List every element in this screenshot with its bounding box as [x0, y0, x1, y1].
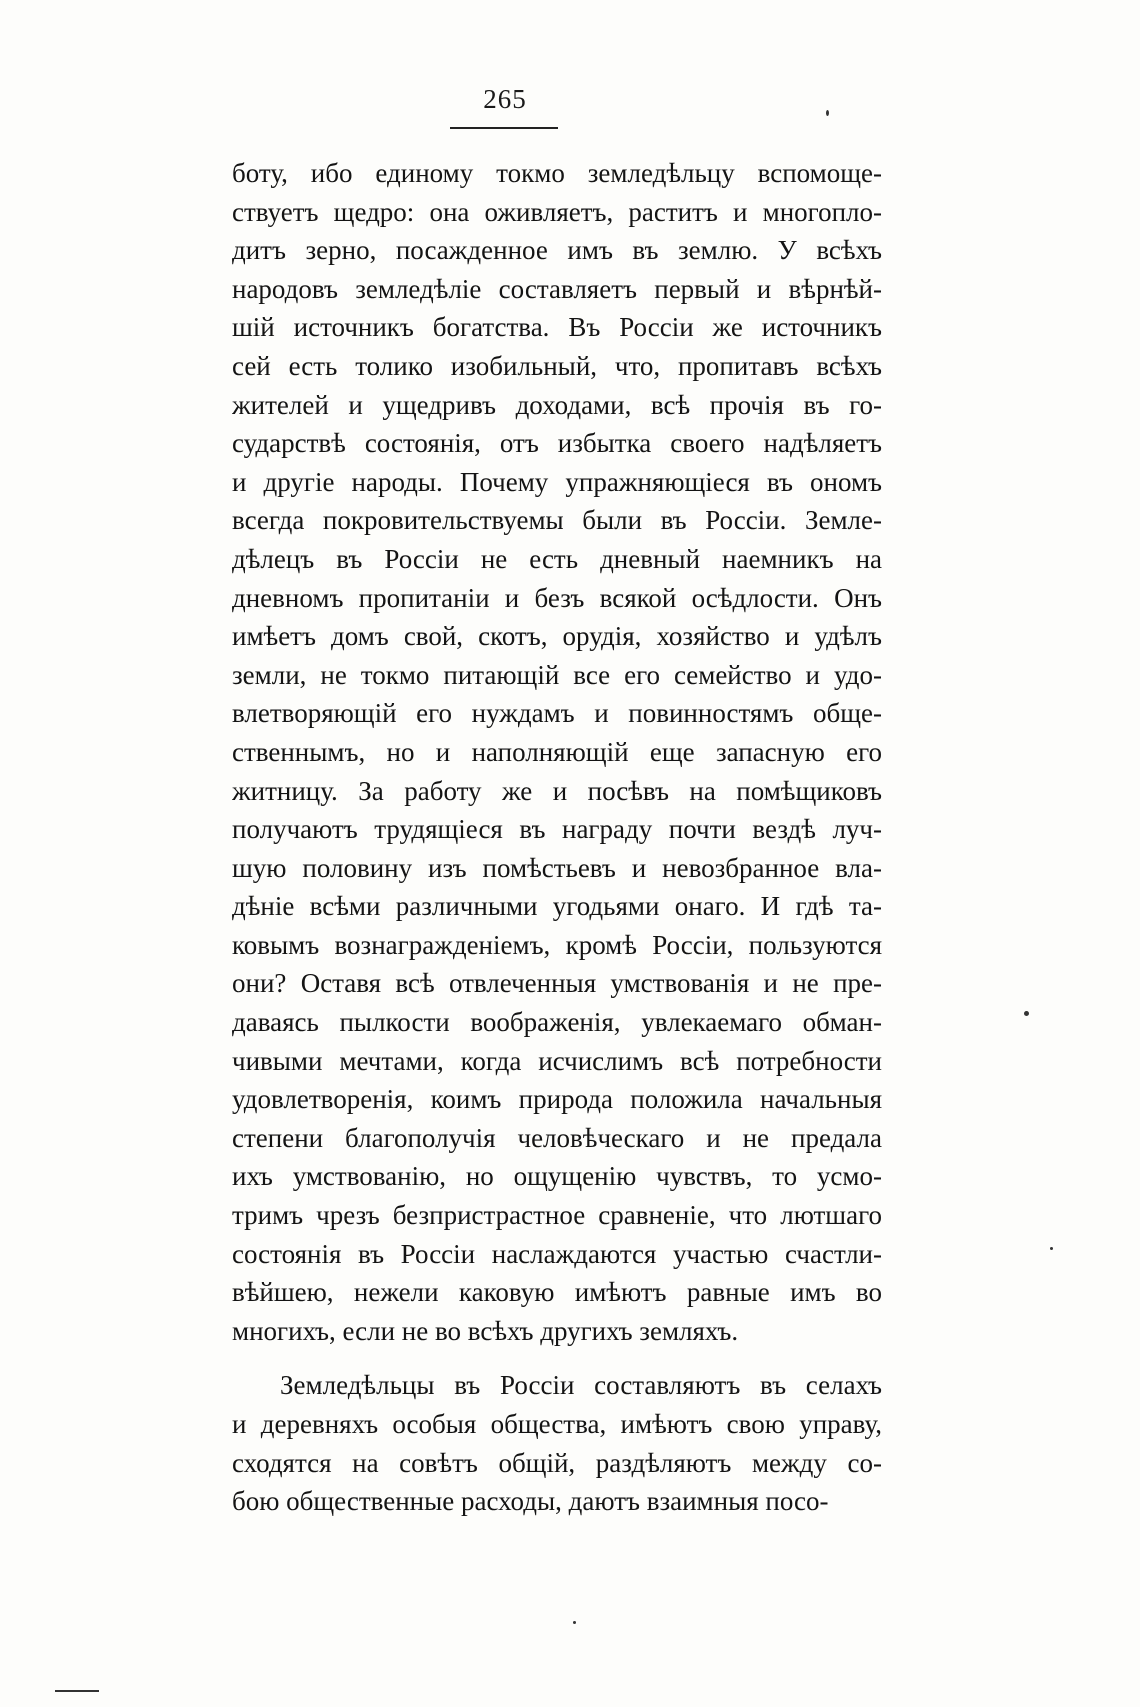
text-line: ихъ умствованію, но ощущенію чувствъ, то усмо-: [232, 1161, 882, 1192]
text-line: удовлетворенія, коимъ природа положила начальныя: [232, 1084, 882, 1115]
text-line: вѣйшею, нежели каковую имѣютъ равные имъ во: [232, 1277, 882, 1308]
text-line: шую половину изъ помѣстьевъ и невозбранное вла-: [232, 852, 882, 883]
text-line: дневномъ пропитаніи и безъ всякой осѣдлости. Онъ: [232, 582, 882, 613]
text-line: ственнымъ, но и наполняющій еще запасную его: [232, 736, 882, 767]
text-line: получаютъ трудящіеся въ награду почти вездѣ луч-: [232, 814, 882, 845]
text-line: боту, ибо единому токмо земледѣльцу вспомоще-: [232, 158, 882, 188]
body-text: [232, 154, 882, 1521]
text-line: Земледѣльцы въ Россіи составляютъ въ селахъ: [280, 1370, 882, 1401]
text-line: дѣніе всѣми различными угодьями онаго. И гдѣ та-: [232, 891, 882, 922]
text-line: сходятся на совѣтъ общій, раздѣляютъ между со-: [232, 1447, 882, 1478]
page-number: 265: [483, 84, 527, 114]
text-line: даваясь пылкости воображенія, увлекаемаго обман-: [232, 1007, 882, 1038]
text-line: многихъ, если не во всѣхъ другихъ земляхъ.: [232, 1315, 739, 1346]
text-line: дитъ зерно, посажденное имъ въ землю. У всѣхъ: [232, 235, 882, 266]
text-line: тримъ чрезъ безпристрастное сравненіе, что лютшаго: [232, 1200, 882, 1231]
text-line: и деревняхъ особыя общества, имѣютъ свою управу,: [232, 1409, 882, 1439]
text-line: земли, не токмо питающій все его семейство и удо-: [232, 659, 882, 690]
text-line: шій источникъ богатства. Въ Россіи же источникъ: [232, 312, 882, 343]
text-line: житницу. За работу же и посѣвъ на помѣщиковъ: [232, 775, 882, 806]
page-number-rule: [450, 127, 558, 129]
text-line: степени благополучія человѣческаго и не предала: [232, 1122, 882, 1153]
text-line: и другіе народы. Почему упражняющіеся въ ономъ: [232, 466, 882, 497]
text-line: всегда покровительствуемы были въ Россіи. Земле-: [232, 505, 882, 536]
text-line: дѣлецъ въ Россіи не есть дневный наемникъ на: [232, 543, 882, 574]
scan-speck: [1024, 1011, 1029, 1016]
text-line: бою общественные расходы, даютъ взаимныя посо-: [232, 1486, 829, 1517]
paragraph: [232, 1366, 882, 1520]
text-line: сей есть толико изобильный, что, пропитавъ всѣхъ: [232, 350, 882, 381]
text-line: ковымъ вознагражденіемъ, кромѣ Россіи, пользуются: [232, 929, 882, 960]
scan-speck: [573, 1621, 576, 1624]
margin-mark: [55, 1690, 99, 1692]
scan-speck: [1050, 1247, 1053, 1250]
text-line: жителей и ущедривъ доходами, всѣ прочія въ го-: [232, 389, 882, 420]
text-line: имѣетъ домъ свой, скотъ, орудія, хозяйство и удѣлъ: [232, 621, 882, 652]
text-line: ствуетъ щедро: она оживляетъ, раститъ и многопло-: [232, 196, 882, 227]
text-line: влетворяющій его нуждамъ и повинностямъ обще-: [232, 698, 882, 729]
text-line: народовъ земледѣліе составляетъ первый и вѣрнѣй-: [232, 273, 882, 304]
scan-speck: [826, 110, 829, 116]
paragraph: [232, 154, 882, 1350]
paragraph-gap: [232, 1350, 882, 1366]
text-line: сударствѣ состоянія, отъ избытка своего надѣляетъ: [232, 428, 882, 459]
text-line: они? Оставя всѣ отвлеченныя умствованія и не пре-: [232, 968, 882, 999]
text-line: состоянія въ Россіи наслаждаются участью счастли-: [232, 1238, 882, 1269]
text-line: чивыми мечтами, когда исчислимъ всѣ потребности: [232, 1045, 882, 1076]
